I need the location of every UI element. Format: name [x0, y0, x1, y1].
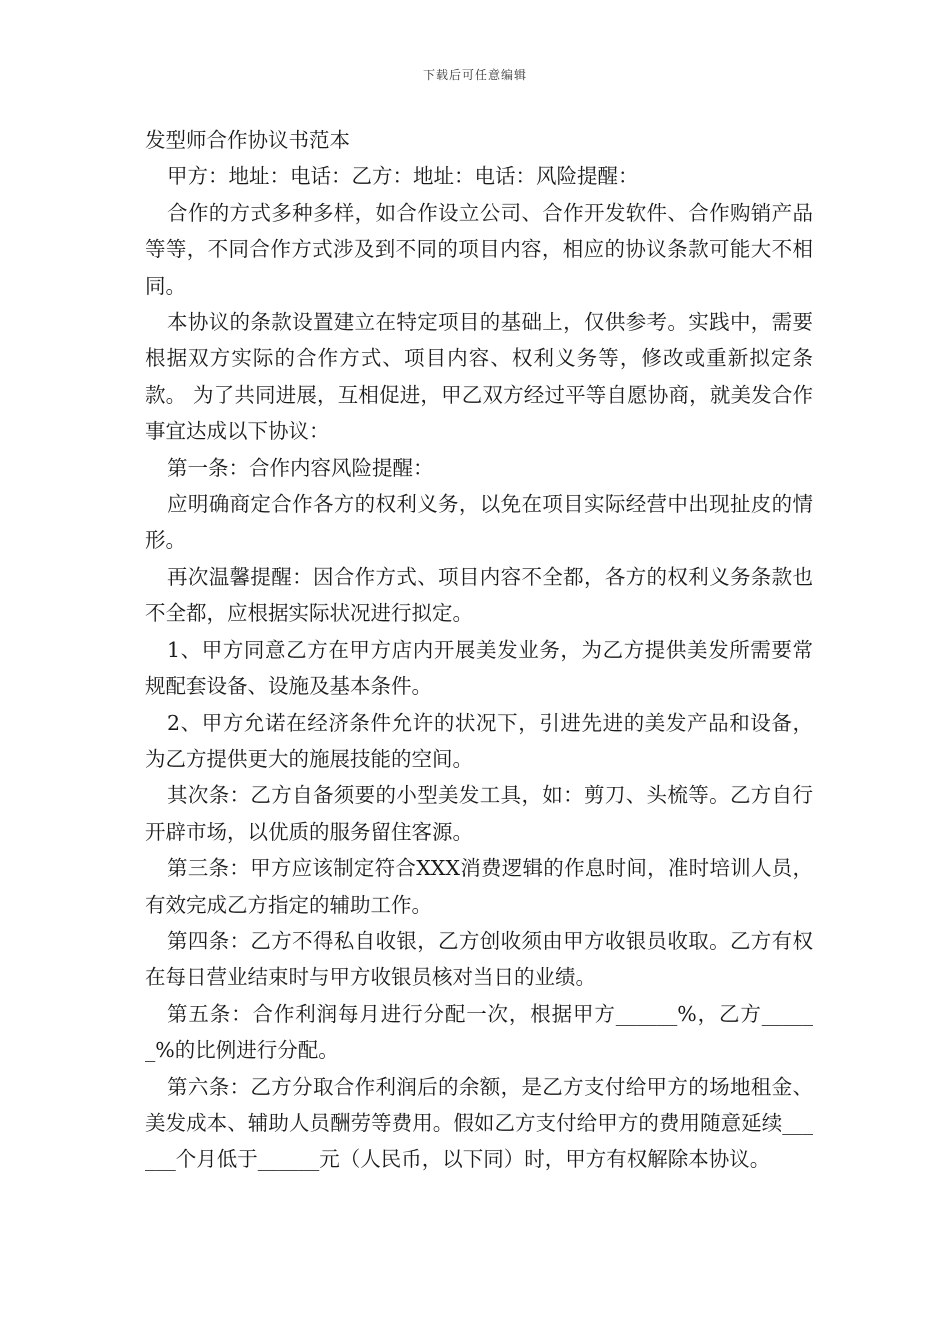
- paragraph-reference-note: 本协议的条款设置建立在特定项目的基础上，仅供参考。实践中，需要根据双方实际的合作方式、项目内容、权利义务等，修改或重新拟定条款。 为了共同进展，互相促进，甲乙双方经过平等自愿协商，就美发合作事宜达成以下协议：: [145, 310, 813, 444]
- document-body: [145, 122, 813, 1178]
- paragraph-article-4: 第四条：乙方不得私自收银，乙方创收须由甲方收银员收取。乙方有权在每日营业结束时与甲方收银员核对当日的业绩。: [145, 928, 813, 990]
- paragraph-article-2: 其次条：乙方自备须要的小型美发工具，如：剪刀、头梳等。乙方自行开辟市场，以优质的服务留住客源。: [145, 783, 813, 844]
- paragraph-article-1-heading: 第一条：合作内容风险提醒：: [167, 455, 434, 480]
- paragraph-parties: 甲方：地址：电话：乙方：地址：电话：风险提醒：: [167, 164, 639, 189]
- paragraph-article-5: 第五条：合作利润每月进行分配一次，根据甲方______%，乙方______%的比例进行分配。: [145, 1001, 813, 1063]
- page-header: 下载后可任意编辑: [422, 68, 527, 82]
- paragraph-clause-1: 1、甲方同意乙方在甲方店内开展美发业务，为乙方提供美发所需要常规配套设备、设施及基本条件。: [145, 637, 813, 699]
- paragraph-reminder: 再次温馨提醒：因合作方式、项目内容不全都，各方的权利义务条款也不全都，应根据实际状况进行拟定。: [145, 564, 813, 626]
- paragraph-article-1-risk: 应明确商定合作各方的权利义务，以免在项目实际经营中出现扯皮的情形。: [145, 492, 813, 553]
- document-title: 发型师合作协议书范本: [145, 128, 350, 152]
- paragraph-clause-2: 2、甲方允诺在经济条件允许的状况下，引进先进的美发产品和设备，为乙方提供更大的施展技能的空间。: [145, 710, 813, 771]
- paragraph-article-3: 第三条：甲方应该制定符合XXX消费逻辑的作息时间，准时培训人员，有效完成乙方指定的辅助工作。: [145, 856, 813, 917]
- paragraph-risk-intro: 合作的方式多种多样，如合作设立公司、合作开发软件、合作购销产品等等，不同合作方式涉及到不同的项目内容，相应的协议条款可能大不相同。: [145, 200, 813, 298]
- paragraph-article-6: 第六条：乙方分取合作利润后的余额，是乙方支付给甲方的场地租金、美发成本、辅助人员酬劳等费用。假如乙方支付给甲方的费用随意延续______个月低于______元（人民币，以下同）时，甲方有权解除本协议。: [145, 1074, 813, 1172]
